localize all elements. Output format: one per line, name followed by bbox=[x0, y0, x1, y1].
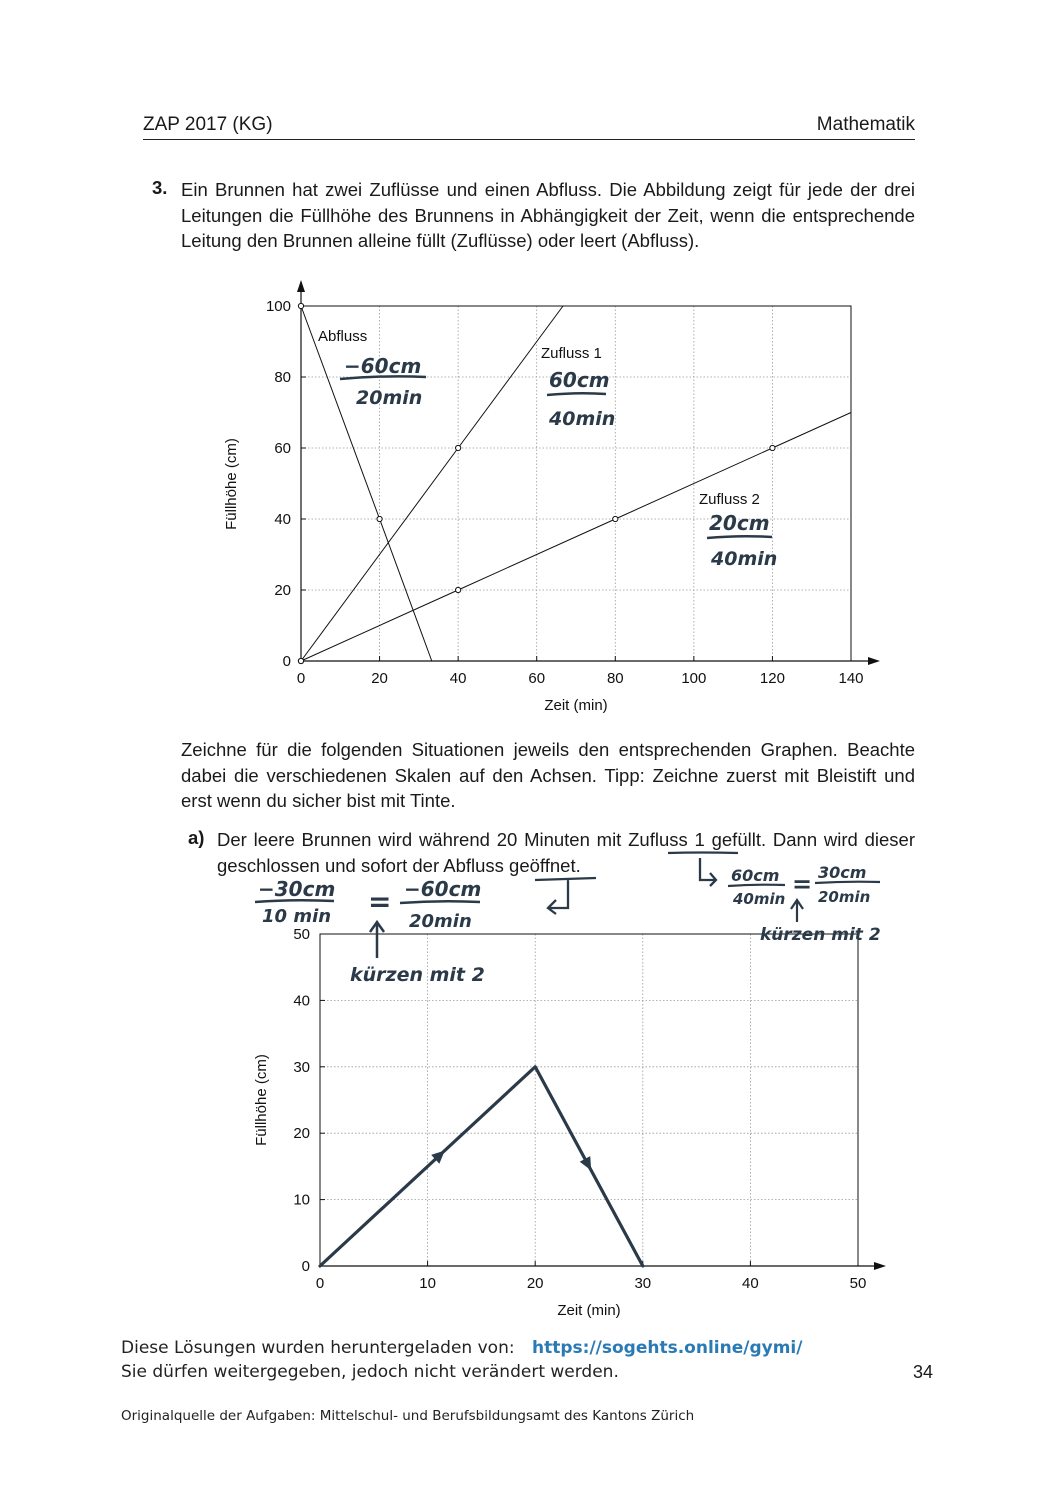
x-tick-label: 10 bbox=[419, 1275, 436, 1292]
y-tick-label: 10 bbox=[293, 1191, 310, 1209]
svg-text:10 min: 10 min bbox=[262, 906, 332, 927]
y-tick-label: 0 bbox=[282, 653, 291, 670]
chart-1 bbox=[223, 280, 880, 714]
y-tick-label: 50 bbox=[293, 926, 310, 943]
task-number: 3. bbox=[152, 177, 168, 198]
series-label-zufluss-1: Zufluss 1 bbox=[541, 345, 602, 362]
x-tick-label: 20 bbox=[526, 1275, 544, 1292]
x-tick-label: 50 bbox=[849, 1275, 867, 1292]
svg-text:40min: 40min bbox=[549, 408, 616, 430]
svg-text:20min: 20min bbox=[818, 888, 871, 906]
handwritten-rate-zufluss-2 bbox=[707, 511, 777, 570]
svg-text:20min: 20min bbox=[409, 911, 472, 932]
handwritten-rate-abfluss bbox=[340, 354, 426, 409]
drawn-graph-line bbox=[320, 1067, 643, 1266]
data-point bbox=[298, 658, 303, 663]
chart-2 bbox=[253, 853, 886, 1320]
svg-text:30cm: 30cm bbox=[818, 863, 867, 882]
chart-2-lines bbox=[320, 1067, 643, 1266]
chart-1-axes bbox=[297, 280, 880, 665]
x-axis-arrow bbox=[868, 657, 880, 665]
source-note: Originalquelle der Aufgaben: Mittelschul- und Berufsbildungsamt des Kantons Zürich bbox=[121, 1408, 695, 1424]
chart-1-y-axis-label: Füllhöhe (cm) bbox=[223, 438, 240, 530]
svg-text:20cm: 20cm bbox=[709, 511, 770, 535]
y-tick-label: 20 bbox=[274, 582, 291, 599]
footer-download-note: Diese Lösungen wurden heruntergeladen von: bbox=[121, 1338, 515, 1358]
svg-text:40min: 40min bbox=[711, 548, 778, 570]
handwritten-arrow-down bbox=[535, 878, 596, 914]
y-tick-label: 40 bbox=[293, 992, 310, 1010]
footer-license-note: Sie dürfen weitergegeben, jedoch nicht verändert werden. bbox=[121, 1362, 619, 1382]
task-intro: Ein Brunnen hat zwei Zuflüsse und einen Abfluss. Die Abbildung zeigt für jede der drei Leitungen die Füllhöhe des Brunnens in Abhängigkeit der Zeit, wenn die entsprechende Leitung den Brunnen alleine füllt (Zuflüsse) oder leert (Abfluss). bbox=[181, 179, 915, 251]
handwritten-calc-right bbox=[700, 858, 881, 945]
x-tick-label: 0 bbox=[315, 1275, 325, 1292]
subtask-a-text: Der leere Brunnen wird während 20 Minuten mit Zufluss 1 gefüllt. Dann wird dieser geschlossen und sofort der Abfluss geöffnet. bbox=[217, 829, 915, 876]
data-point bbox=[298, 303, 303, 308]
task-instructions: Zeichne für die folgenden Situationen jeweils den entsprechenden Graphen. Beachte dabei die verschiedenen Skalen auf den Achsen. Tipp: Zeichne zuerst mit Bleistift und erst wenn du sicher bist mit Tinte. bbox=[181, 739, 915, 811]
x-tick-label: 60 bbox=[528, 670, 546, 687]
footer-link[interactable]: https://sogehts.online/gymi/ bbox=[532, 1338, 803, 1358]
handwritten-rate-zufluss-1 bbox=[547, 368, 615, 430]
series-label-abfluss: Abfluss bbox=[318, 328, 368, 345]
x-axis-arrow bbox=[874, 1262, 886, 1270]
y-axis-arrow bbox=[297, 280, 305, 292]
x-tick-label: 40 bbox=[742, 1275, 759, 1292]
x-tick-label: 120 bbox=[759, 670, 785, 687]
x-tick-label: 80 bbox=[606, 670, 624, 687]
chart-2-y-axis-label: Füllhöhe (cm) bbox=[253, 1054, 270, 1146]
svg-text:=: = bbox=[368, 885, 392, 918]
handwritten-underline-zufluss bbox=[668, 853, 738, 854]
svg-text:60cm: 60cm bbox=[549, 368, 610, 392]
data-point bbox=[377, 516, 382, 521]
y-tick-label: 60 bbox=[274, 440, 291, 457]
header-right: Mathematik bbox=[816, 114, 915, 135]
svg-text:60cm: 60cm bbox=[731, 866, 780, 885]
data-point bbox=[456, 445, 461, 450]
page-number: 34 bbox=[913, 1362, 934, 1382]
svg-text:=: = bbox=[792, 870, 813, 898]
y-tick-label: 100 bbox=[265, 298, 291, 315]
x-tick-label: 40 bbox=[449, 670, 467, 687]
series-line-zufluss-1 bbox=[301, 306, 563, 661]
svg-text:20min: 20min bbox=[356, 387, 423, 409]
svg-text:−30cm: −30cm bbox=[258, 877, 336, 901]
y-tick-label: 40 bbox=[274, 511, 291, 528]
svg-text:kürzen mit 2: kürzen mit 2 bbox=[350, 964, 485, 986]
y-tick-label: 20 bbox=[293, 1125, 310, 1143]
series-label-zufluss-2: Zufluss 2 bbox=[699, 491, 760, 508]
header-left: ZAP 2017 (KG) bbox=[143, 114, 273, 135]
svg-text:−60cm: −60cm bbox=[404, 877, 482, 901]
x-tick-label: 30 bbox=[634, 1275, 652, 1292]
x-tick-label: 100 bbox=[681, 670, 707, 687]
y-tick-label: 30 bbox=[293, 1058, 310, 1076]
x-tick-label: 20 bbox=[371, 670, 388, 687]
data-point bbox=[613, 516, 618, 521]
y-tick-label: 0 bbox=[301, 1258, 310, 1275]
x-tick-label: 140 bbox=[838, 670, 864, 687]
subtask-a-label: a) bbox=[188, 827, 205, 848]
data-point bbox=[770, 445, 775, 450]
chart-2-x-axis-label: Zeit (min) bbox=[557, 1302, 621, 1319]
y-tick-label: 80 bbox=[274, 369, 291, 386]
data-point bbox=[456, 587, 461, 592]
x-tick-label: 0 bbox=[296, 670, 306, 687]
chart-1-x-axis-label: Zeit (min) bbox=[544, 697, 608, 714]
handwritten-calc-left bbox=[255, 877, 485, 986]
svg-text:kürzen mit 2: kürzen mit 2 bbox=[760, 925, 881, 945]
svg-text:40min: 40min bbox=[733, 890, 786, 908]
svg-text:−60cm: −60cm bbox=[344, 354, 422, 378]
